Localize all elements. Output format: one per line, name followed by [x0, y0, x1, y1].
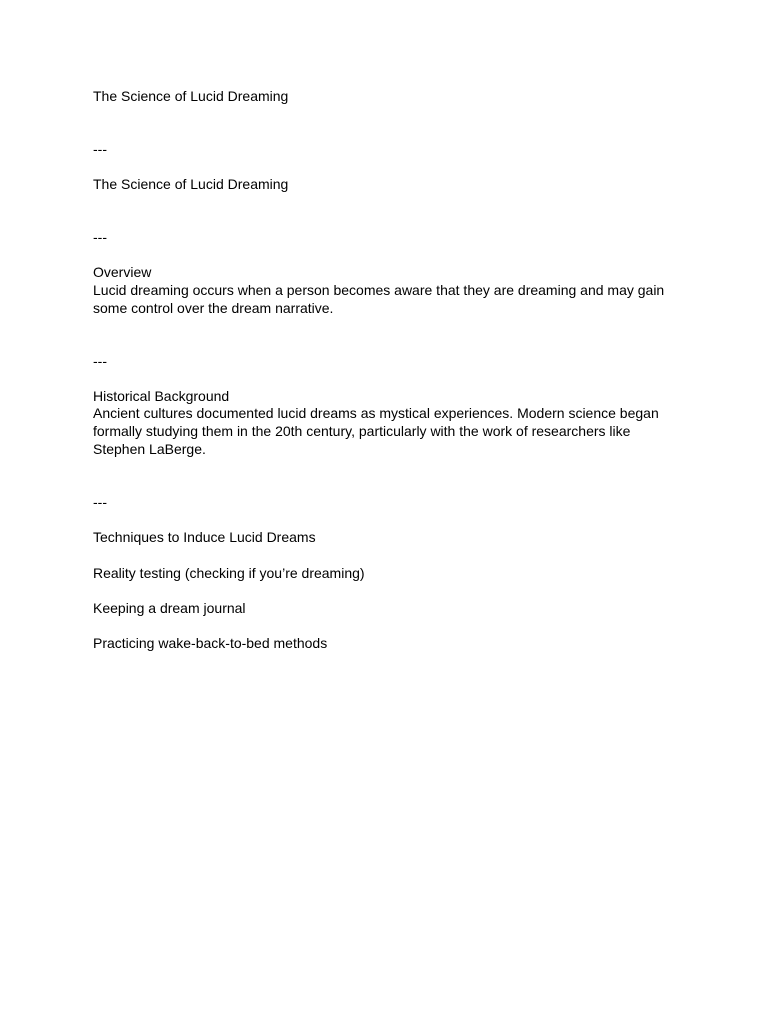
technique-item: Keeping a dream journal [93, 600, 246, 616]
technique-item: Practicing wake-back-to-bed methods [93, 635, 328, 651]
overview-text-line: some control over the dream narrative. [93, 300, 334, 316]
history-text-line: Stephen LaBerge. [93, 441, 206, 457]
techniques-heading: Techniques to Induce Lucid Dreams [93, 529, 316, 545]
history-text-line: Ancient cultures documented lucid dreams as mystical experiences. Modern science began [93, 405, 659, 421]
technique-item: Reality testing (checking if you’re dreaming) [93, 565, 365, 581]
document-subtitle: The Science of Lucid Dreaming [93, 176, 289, 192]
section-separator: --- [93, 353, 107, 369]
overview-text-line: Lucid dreaming occurs when a person becomes aware that they are dreaming and may gain [93, 282, 665, 298]
section-separator: --- [93, 141, 107, 157]
section-separator: --- [93, 494, 107, 510]
history-text-line: formally studying them in the 20th century, particularly with the work of researchers like [93, 423, 631, 439]
history-heading: Historical Background [93, 388, 230, 404]
overview-heading: Overview [93, 264, 152, 280]
document-title: The Science of Lucid Dreaming [93, 88, 289, 104]
section-separator: --- [93, 229, 107, 245]
